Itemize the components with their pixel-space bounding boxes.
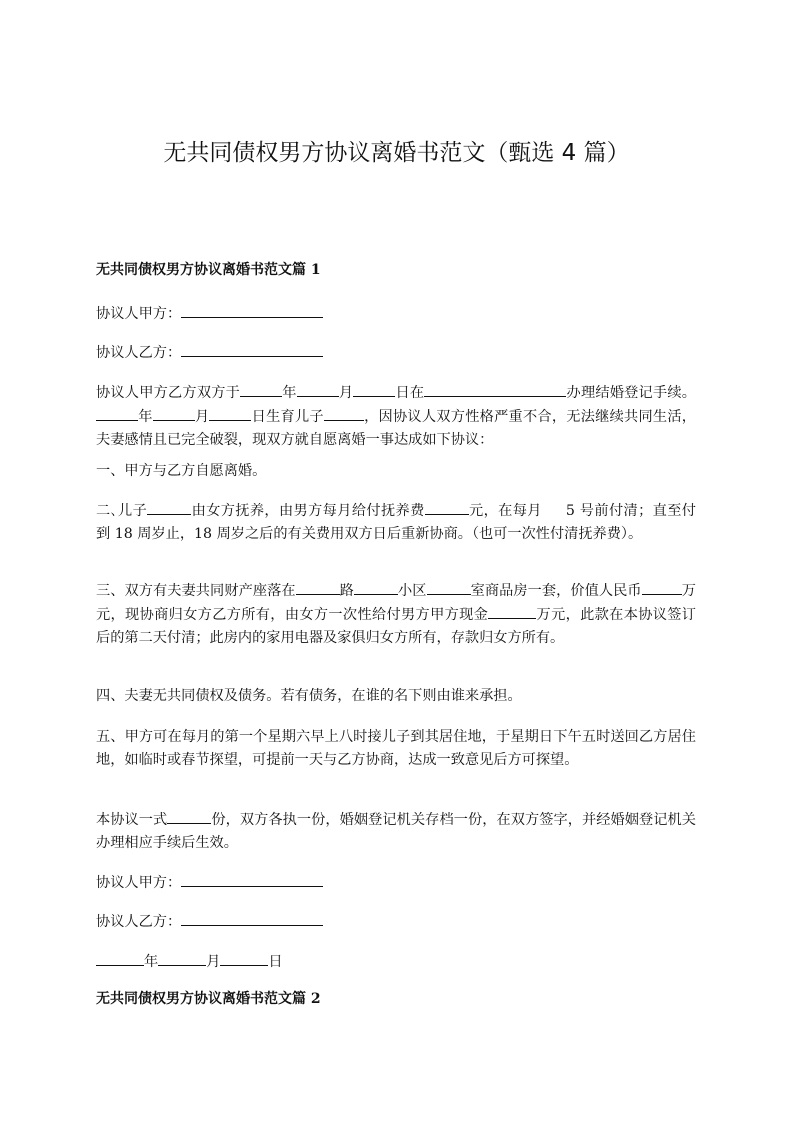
clause-5: 五、甲方可在每月的第一个星期六早上八时接儿子到其居住地，于星期日下午五时送回乙方居住地，如临时或春节探望，可提前一天与乙方协商，达成一致意见后方可探望。 bbox=[96, 729, 696, 768]
intro-birth-month-label: 月 bbox=[194, 409, 210, 425]
signature-b-label: 协议人乙方： bbox=[96, 914, 182, 930]
clause-2-payment-text: 5 号前付清；直至付到 18 周岁止，18 周岁之后的有关费用双方日后重新协商。（也可一次性付清抚养费）。 bbox=[96, 503, 696, 542]
party-a-line bbox=[96, 302, 696, 326]
support-amount-blank bbox=[425, 499, 469, 515]
room-blank bbox=[427, 579, 471, 595]
intro-birth-day-label: 日生育儿子 bbox=[251, 409, 324, 425]
intro-month-label: 月 bbox=[338, 385, 354, 401]
community-label: 小区 bbox=[397, 583, 427, 599]
date-day-blank bbox=[220, 950, 268, 966]
signature-a-line bbox=[96, 871, 696, 895]
date-year-label: 年 bbox=[144, 954, 159, 970]
intro-text: 协议人甲方乙方双方于 bbox=[96, 385, 241, 401]
birth-month-blank bbox=[153, 405, 195, 421]
section-2-heading: 无共同债权男方协议离婚书范文篇 2 bbox=[96, 991, 321, 1007]
community-blank bbox=[354, 579, 398, 595]
clause-2-monthly-text: 元，在每月 bbox=[468, 503, 542, 519]
signature-a-blank bbox=[181, 871, 323, 887]
marriage-year-blank bbox=[240, 381, 282, 397]
intro-year-label: 年 bbox=[282, 385, 297, 401]
copies-blank bbox=[167, 808, 211, 824]
clause-2 bbox=[96, 499, 696, 546]
date-month-blank bbox=[158, 950, 206, 966]
final-clause-text: 本协议一式 bbox=[96, 812, 168, 828]
marriage-place-blank bbox=[424, 381, 566, 397]
date-line bbox=[96, 950, 696, 974]
clause-4: 四、夫妻无共同债权及债务。若有债务，在谁的名下则由谁来承担。 bbox=[96, 688, 522, 704]
document-title: 无共同债权男方协议离婚书范文（甄选 4 篇） bbox=[163, 140, 630, 166]
marriage-day-blank bbox=[353, 381, 395, 397]
section-1-heading: 无共同债权男方协议离婚书范文篇 1 bbox=[96, 262, 321, 278]
clause-3-value-text: 室商品房一套，价值人民币 bbox=[470, 583, 642, 599]
party-b-blank bbox=[181, 341, 323, 357]
party-a-blank bbox=[181, 302, 323, 318]
party-b-line bbox=[96, 341, 696, 365]
clause-3 bbox=[96, 579, 696, 650]
signature-b-blank bbox=[181, 910, 323, 926]
final-clause-closing-text: 份，双方各执一份，婚姻登记机关存档一份，在双方签字，并经婚姻登记机关办理相应手续后生效。 bbox=[96, 812, 696, 851]
birth-year-blank bbox=[96, 405, 138, 421]
date-month-label: 月 bbox=[206, 954, 221, 970]
cash-amount-blank bbox=[488, 603, 536, 619]
custody-blank bbox=[147, 499, 191, 515]
marriage-month-blank bbox=[297, 381, 339, 397]
final-clause bbox=[96, 808, 696, 855]
party-b-label: 协议人乙方： bbox=[96, 345, 182, 361]
clause-3-closing-text: 万元，此款在本协议签订后的第二天付清；此房内的家用电器及家俱归女方所有，存款归女方所有。 bbox=[96, 607, 696, 646]
clause-2-text: 二､儿子 bbox=[96, 503, 148, 519]
intro-paragraph bbox=[96, 381, 696, 452]
intro-birth-year-label: 年 bbox=[138, 409, 153, 425]
clause-2-support-text: 由女方抚养，由男方每月给付抚养费 bbox=[191, 503, 425, 519]
clause-3-text: 三、双方有夫妻共同财产座落在 bbox=[96, 583, 296, 599]
clause-3-allocation-text: 万元，现协商归女方乙方所有，由女方一次性给付男方甲方现金 bbox=[96, 583, 696, 623]
intro-day-label: 日在 bbox=[395, 385, 425, 401]
road-blank bbox=[296, 579, 340, 595]
intro-registration-text: 办理结婚登记手续。 bbox=[566, 385, 696, 401]
birth-day-blank bbox=[209, 405, 251, 421]
intro-closing-text: ，因协议人双方性格严重不合，无法继续共同生活，夫妻感情且已完全破裂，现双方就自愿离婚一事达成如下协议： bbox=[96, 409, 696, 448]
date-year-blank bbox=[96, 950, 144, 966]
party-a-label: 协议人甲方： bbox=[96, 306, 182, 322]
clause-1: 一、甲方与乙方自愿离婚。 bbox=[96, 463, 267, 479]
signature-b-line bbox=[96, 910, 696, 934]
signature-a-label: 协议人甲方： bbox=[96, 875, 182, 891]
date-day-label: 日 bbox=[268, 954, 283, 970]
property-value-blank bbox=[642, 579, 682, 595]
road-label: 路 bbox=[339, 583, 354, 599]
son-name-blank bbox=[324, 405, 364, 421]
